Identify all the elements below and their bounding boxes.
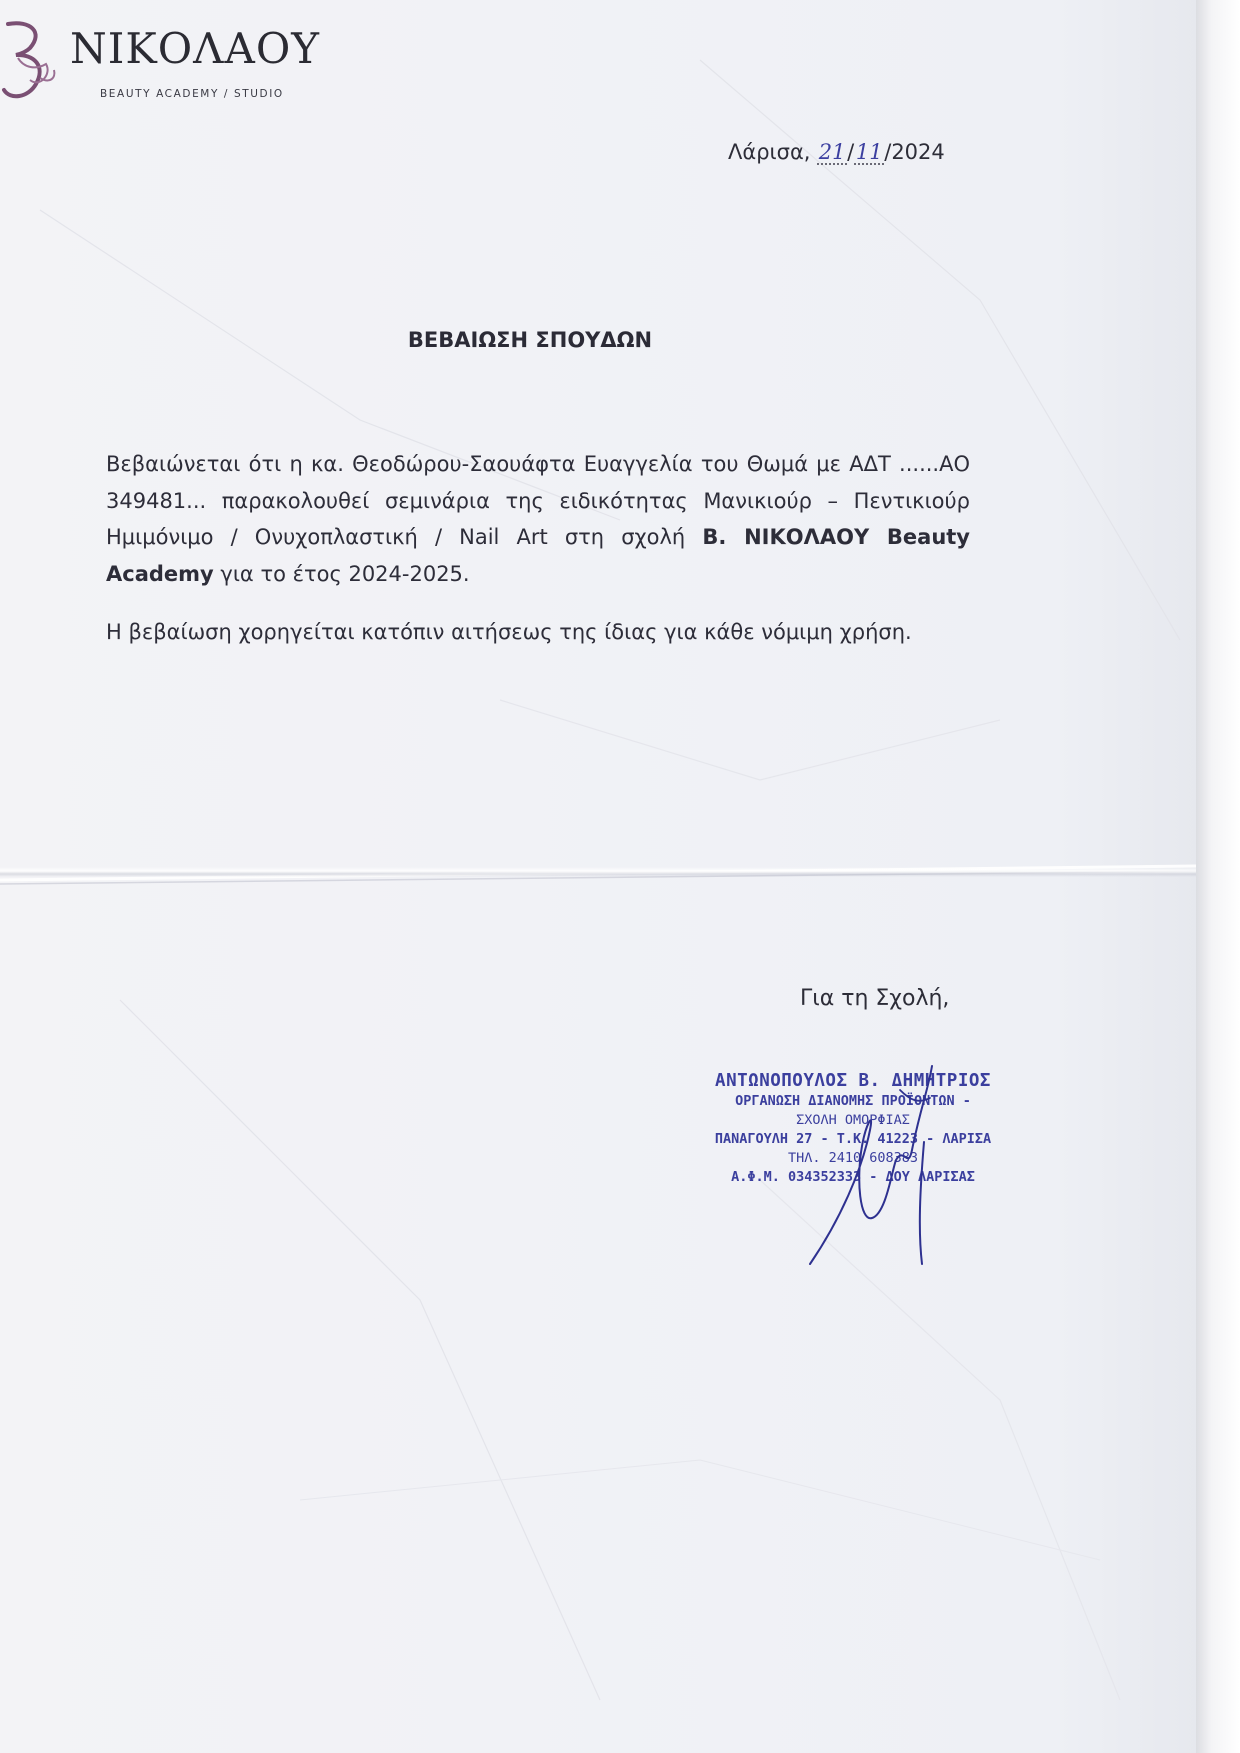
stamp-line-3: ΠΑΝΑΓΟΥΛΗ 27 - Τ.Κ. 41223 - ΛΑΡΙΣΑ [714, 1131, 992, 1147]
stamp-line-2: ΣΧΟΛΗ ΟΜΟΡΦΙΑΣ [796, 1112, 910, 1128]
signoff: Για τη Σχολή, [800, 986, 950, 1011]
document-title: ΒΕΒΑΙΩΣΗ ΣΠΟΥΔΩΝ [407, 328, 653, 352]
usage-paragraph: Η βεβαίωση χορηγείται κατόπιν αιτήσεως της ίδιας για κάθε νόμιμη χρήση. [106, 620, 912, 644]
paragraph-text-part1: Βεβαιώνεται ότι η κα. Θεοδώρου-Σαουάφτα Ευαγγελία του Θωμά με ΑΔΤ ......ΑΟ 349481... παρακολουθεί σεμινάρια της ειδικότητας Μανικιούρ – Πεντικιούρ Ημιμόνιμο / Ονυχοπλαστική / Nail Art στη σχολή [106, 452, 970, 549]
logo-name: ΝΙΚΟΛΑΟΥ [70, 24, 320, 73]
date-month: 11 [855, 140, 883, 164]
date-year: /2024 [884, 140, 945, 164]
date-place: Λάρισα, [728, 140, 811, 164]
stamp-line-1: ΟΡΓΑΝΩΣΗ ΔΙΑΝΟΜΗΣ ΠΡΟΪΟΝΤΩΝ - [735, 1093, 971, 1109]
stamp-name: ΑΝΤΩΝΟΠΟΥΛΟΣ Β. ΔΗΜΗΤΡΙΟΣ [715, 1071, 991, 1091]
certification-paragraph [106, 446, 970, 592]
fold-line [0, 867, 1196, 877]
date-day: 21 [818, 140, 846, 164]
logo-monogram-icon [0, 18, 70, 108]
sheet-edge [1196, 0, 1240, 1753]
document-body [106, 446, 970, 673]
stamp-line-5: Α.Φ.Μ. 034352333 - ΔΟΥ ΛΑΡΙΣΑΣ [731, 1169, 975, 1185]
paragraph-text-part2: για το έτος 2024-2025. [213, 561, 470, 586]
school-name: Β. ΝΙΚΟΛΑΟΥ Beauty Academy [106, 525, 970, 586]
handwritten-signature [800, 1050, 970, 1280]
stamp-line-4: ΤΗΛ. 2410 608383 [787, 1150, 919, 1166]
logo-tagline: BEAUTY ACADEMY / STUDIO [100, 88, 284, 100]
date-line: Λάρισα, 21/11/2024 [728, 140, 945, 164]
